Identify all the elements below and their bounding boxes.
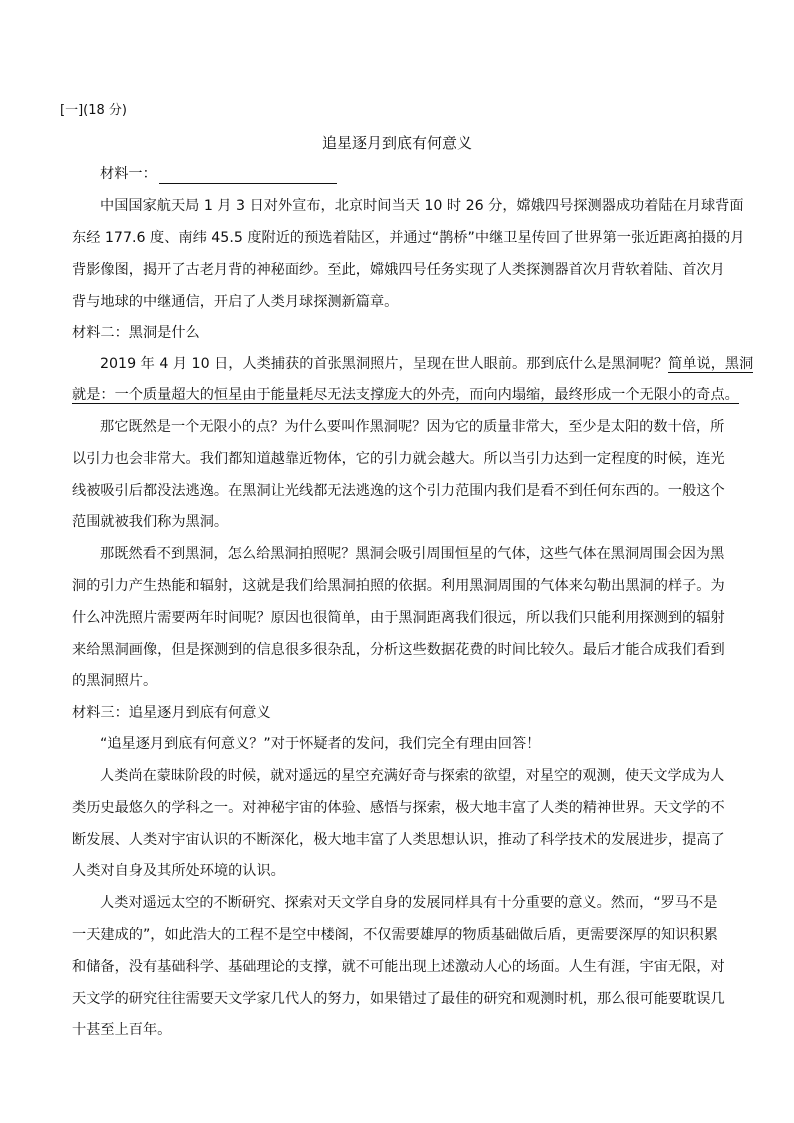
paragraph-line: 中国国家航天局 1 月 3 日对外宣布，北京时间当天 10 时 26 分，嫦娥四号探测器成功着陆在月球背面 [100,198,744,214]
paragraph-line: 范围就被我们称为黑洞。 [72,514,229,530]
paragraph-line: 线被吸引后都没法逃逸。在黑洞让光线都无法逃逸的这个引力范围内我们是看不到任何东西的。一般这个 [72,483,725,499]
material3-label: 材料三：追星逐月到底有何意义 [72,705,271,721]
paragraph-line: “追星逐月到底有何意义？”对于怀疑者的发问，我们完全有理由回答！ [100,736,541,752]
material2-label: 材料二：黑洞是什么 [72,325,200,341]
section-header: [一](18 分) [60,103,127,118]
paragraph-text: 2019 年 4 月 10 日，人类捕获的首张黑洞照片，呈现在世人眼前。那到底什么是黑洞呢？ [100,356,669,372]
paragraph-line: 背影像图，揭开了古老月背的神秘面纱。至此，嫦娥四号任务实现了人类探测器首次月背软着陆、首次月 [72,262,725,278]
answer-blank [159,169,337,184]
paragraph-line: 那它既然是一个无限小的点？为什么要叫作黑洞呢？因为它的质量非常大，至少是太阳的数十倍，所 [100,419,725,435]
paragraph-line: 的黑洞照片。 [72,673,158,689]
material1-label-row [100,164,756,184]
paragraph-line [100,354,756,374]
underlined-text: 简单说，黑洞 [668,356,754,372]
paragraph-line: 天文学的研究往往需要天文学家几代人的努力，如果错过了最佳的研究和观测时机，那么很可能要耽误几 [72,991,725,1007]
paragraph-line: 以引力也会非常大。我们都知道越靠近物体，它的引力就会越大。所以当引力达到一定程度的时候，连光 [72,451,725,467]
paragraph-line: 十甚至上百年。 [72,1022,172,1038]
underlined-text: 就是：一个质量超大的恒星由于能量耗尽无法支撑庞大的外壳，而向内塌缩，最终形成一个无限小的奇点。 [72,387,739,403]
paragraph-line: 洞的引力产生热能和辐射，这就是我们给黑洞拍照的依据。利用黑洞周围的气体来勾勒出黑洞的样子。为 [72,578,725,594]
paragraph-line: 东经 177.6 度、南纬 45.5 度附近的预选着陆区，并通过“鹊桥”中继卫星传回了世界第一张近距离拍摄的月 [72,230,745,246]
paragraph-line: 断发展、人类对宇宙认识的不断深化，极大地丰富了人类思想认识，推动了科学技术的发展进步，提高了 [72,832,725,848]
paragraph-line: 背与地球的中继通信，开启了人类月球探测新篇章。 [72,294,399,310]
paragraph-line: 来给黑洞画像，但是探测到的信息很多很杂乱，分析这些数据花费的时间比较久。最后才能合成我们看到 [72,642,725,658]
paragraph-line: 类历史最悠久的学科之一。对神秘宇宙的体验、感悟与探索，极大地丰富了人类的精神世界。天文学的不 [72,800,725,816]
paragraph-line: 人类对遥远太空的不断研究、探索对天文学自身的发展同样具有十分重要的意义。然而，“罗马不是 [100,895,718,911]
material1-label: 材料一： [100,166,157,182]
paragraph-line: 什么冲洗照片需要两年时间呢？原因也很简单，由于黑洞距离我们很远，所以我们只能利用探测到的辐射 [72,610,725,626]
paragraph-line: 那既然看不到黑洞，怎么给黑洞拍照呢？黑洞会吸引周围恒星的气体，这些气体在黑洞周围会因为黑 [100,546,725,562]
paragraph-line: 和储备，没有基础科学、基础理论的支撑，就不可能出现上述激动人心的场面。人生有涯，宇宙无限，对 [72,959,725,975]
paragraph-line [72,385,739,405]
article-title: 追星逐月到底有何意义 [321,134,472,152]
paragraph-line: 人类尚在蒙昧阶段的时候，就对遥远的星空充满好奇与探索的欲望，对星空的观测，使天文学成为人 [100,768,725,784]
paragraph-line: 一天建成的”，如此浩大的工程不是空中楼阁，不仅需要雄厚的物质基础做后盾，更需要深厚的知识积累 [72,927,718,943]
paragraph-line: 人类对自身及其所处环境的认识。 [72,863,285,879]
